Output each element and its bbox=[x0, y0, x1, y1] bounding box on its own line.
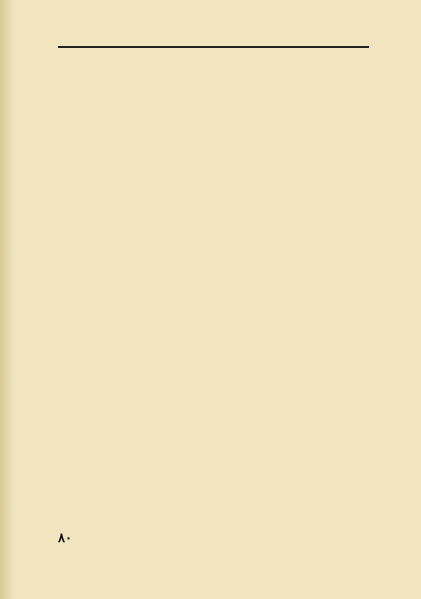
text-body bbox=[58, 60, 369, 533]
page-number: ۸۰ bbox=[58, 531, 72, 546]
top-rule bbox=[58, 46, 369, 48]
binding-edge bbox=[0, 0, 14, 599]
